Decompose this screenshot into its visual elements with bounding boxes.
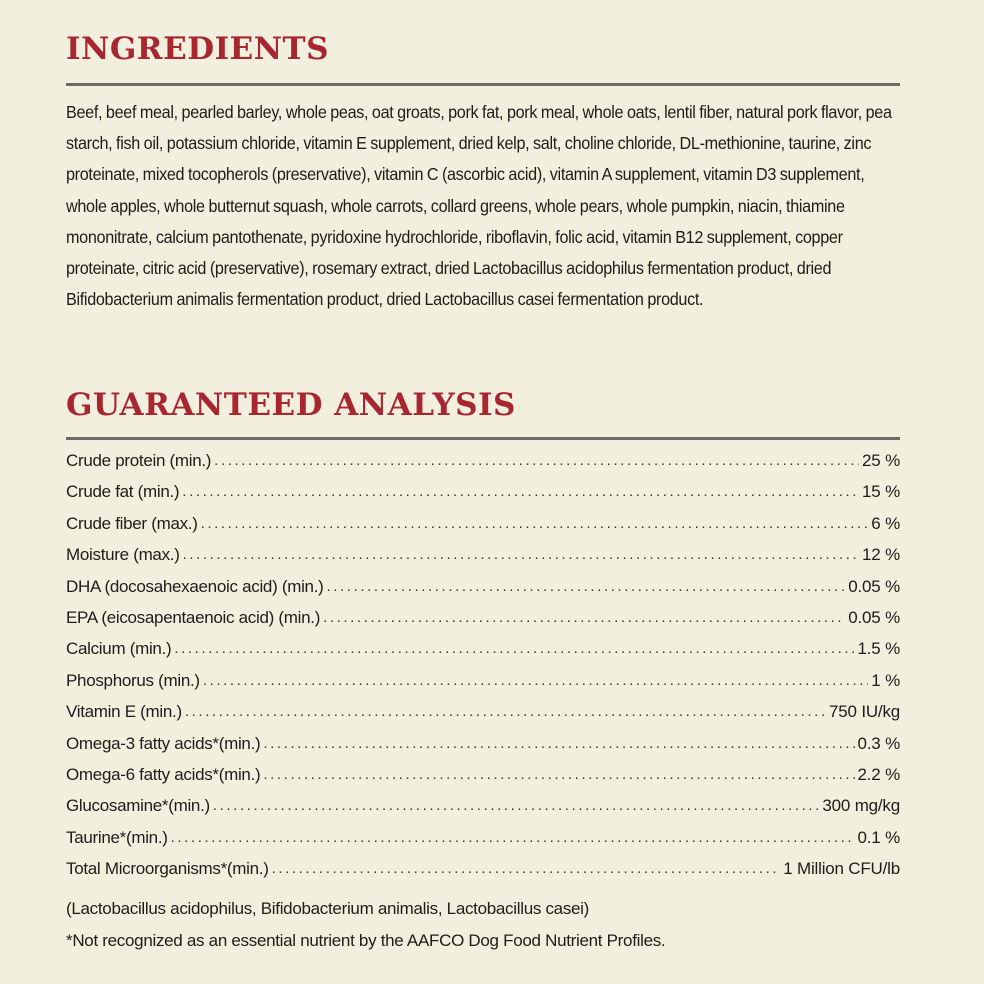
dot-leader xyxy=(272,860,781,877)
dot-leader xyxy=(201,515,869,532)
nutrient-value: 1 Million CFU/lb xyxy=(783,859,900,879)
ingredients-list-text: Beef, beef meal, pearled barley, whole peas, oat groats, pork fat, pork meal, whole oats, lentil fiber, natural pork flavor, pea starch, fish oil, potassium chloride, vitamin E supplement, dried kelp, salt, choline chloride, DL-methionine, taurine, zinc proteinate, mixed tocopherols (preservative), vitamin C (ascorbic acid), vitamin A supplement, vitamin D3 supplement, whole apples, whole butternut squash, whole carrots, collard greens, whole pears, whole pumpkin, niacin, thiamine mononitrate, calcium pantothenate, pyridoxine hydrochloride, riboflavin, folic acid, vitamin B12 supplement, copper proteinate, citric acid (preservative), rosemary extract, dried Lactobacillus acidophilus fermentation product, dried Bifidobacterium animalis fermentation product, dried Lactobacillus casei fermentation product. xyxy=(66,102,892,310)
guaranteed-analysis-table xyxy=(66,451,900,890)
guaranteed-analysis-divider xyxy=(66,437,900,440)
nutrient-label: Moisture (max.) xyxy=(66,545,180,565)
nutrient-value: 0.05 % xyxy=(848,607,900,627)
nutrient-label: Omega-3 fatty acids*(min.) xyxy=(66,733,261,753)
dot-leader xyxy=(183,546,859,563)
nutrient-value: 1.5 % xyxy=(857,639,900,659)
dot-leader xyxy=(263,735,854,752)
nutrient-value: 6 % xyxy=(871,513,900,533)
nutrient-value: 25 % xyxy=(862,451,900,470)
ingredients-heading: INGREDIENTS xyxy=(66,31,330,67)
dot-leader xyxy=(263,766,854,783)
dot-leader xyxy=(174,640,854,657)
nutrient-label: Phosphorus (min.) xyxy=(66,670,200,690)
nutrient-label: Calcium (min.) xyxy=(66,639,172,659)
dot-leader xyxy=(182,483,859,500)
nutrient-value: 300 mg/kg xyxy=(822,796,900,816)
nutrient-label: Vitamin E (min.) xyxy=(66,702,182,722)
nutrient-label: Omega-6 fatty acids*(min.) xyxy=(66,764,261,784)
dot-leader xyxy=(213,797,820,814)
nutrient-label: Crude protein (min.) xyxy=(66,451,212,470)
dot-leader xyxy=(214,452,859,469)
nutrient-value: 750 IU/kg xyxy=(829,702,900,722)
analysis-row-crude-protein xyxy=(66,451,900,482)
dot-leader xyxy=(171,829,855,846)
nutrient-value: 0.3 % xyxy=(857,733,900,753)
guaranteed-analysis-heading: GUARANTEED ANALYSIS xyxy=(66,387,516,423)
nutrient-value: 15 % xyxy=(862,482,900,502)
nutrient-value: 0.1 % xyxy=(857,827,900,847)
analysis-row-omega-6 xyxy=(66,765,900,796)
analysis-row-phosphorus xyxy=(66,671,900,702)
analysis-row-calcium xyxy=(66,639,900,670)
nutrient-label: Crude fiber (max.) xyxy=(66,513,198,533)
analysis-row-crude-fat xyxy=(66,482,900,513)
nutrient-value: 12 % xyxy=(862,545,900,565)
ingredients-divider xyxy=(66,83,900,86)
dot-leader xyxy=(203,672,869,689)
nutrient-label: Taurine*(min.) xyxy=(66,827,168,847)
nutrient-label: Total Microorganisms*(min.) xyxy=(66,859,269,879)
dot-leader xyxy=(323,609,845,626)
analysis-row-taurine xyxy=(66,828,900,859)
nutrient-label: DHA (docosahexaenoic acid) (min.) xyxy=(66,576,324,596)
microorganisms-note: (Lactobacillus acidophilus, Bifidobacterium animalis, Lactobacillus casei) xyxy=(66,899,590,918)
nutrient-label: EPA (eicosapentaenoic acid) (min.) xyxy=(66,607,321,627)
analysis-row-moisture xyxy=(66,545,900,576)
aafco-footnote: *Not recognized as an essential nutrient by the AAFCO Dog Food Nutrient Profiles. xyxy=(66,931,666,950)
analysis-row-epa xyxy=(66,608,900,639)
nutrient-label: Glucosamine*(min.) xyxy=(66,796,210,816)
nutrient-value: 2.2 % xyxy=(857,764,900,784)
dot-leader xyxy=(327,578,846,595)
analysis-row-crude-fiber xyxy=(66,514,900,545)
analysis-row-vitamin-e xyxy=(66,702,900,733)
analysis-row-dha xyxy=(66,577,900,608)
nutrient-value: 1 % xyxy=(871,670,900,690)
nutrient-label: Crude fat (min.) xyxy=(66,482,180,502)
nutrient-value: 0.05 % xyxy=(848,576,900,596)
analysis-row-omega-3 xyxy=(66,734,900,765)
analysis-row-total-microorganisms xyxy=(66,859,900,890)
analysis-row-glucosamine xyxy=(66,796,900,827)
dot-leader xyxy=(185,703,826,720)
